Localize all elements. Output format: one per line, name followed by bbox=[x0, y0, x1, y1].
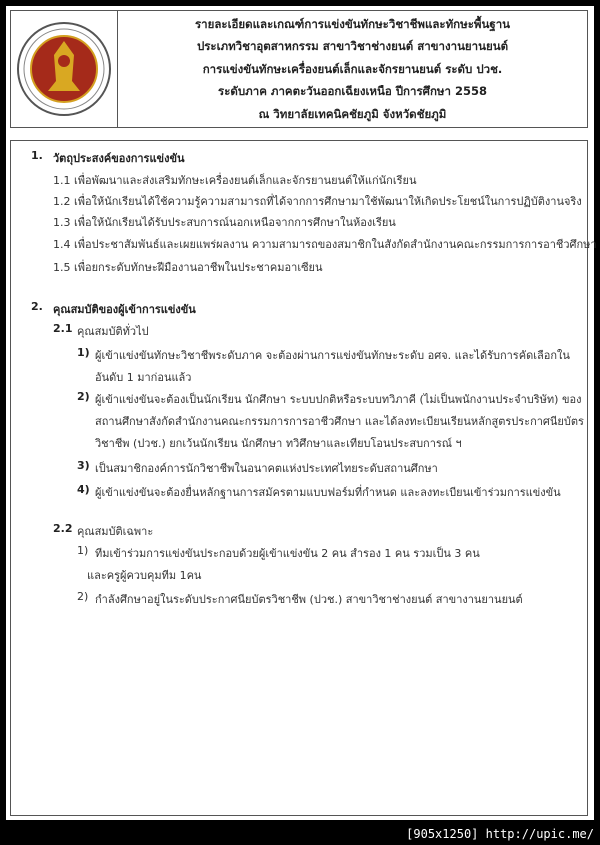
header-line: ระดับภาค ภาคตะวันออกเฉียงเหนือ ปีการศึกษา 2558 bbox=[218, 84, 487, 99]
section-number: 2. bbox=[31, 300, 43, 313]
objective-item: 1.2 เพื่อให้นักเรียนได้ใช้ความรู้ความสามารถที่ได้จากการศึกษามาใช้พัฒนาให้เกิดประโยชน์ในการปฏิบัติงานจริง bbox=[53, 195, 582, 208]
item-number: 1) bbox=[77, 346, 90, 359]
item-number: 2) bbox=[77, 390, 90, 403]
item-text: และครูผู้ควบคุมทีม 1คน bbox=[87, 569, 202, 582]
item-text: ผู้เข้าแข่งขันจะต้องเป็นนักเรียน นักศึกษา ระบบปกติหรือระบบทวิภาคี (ไม่เป็นพนักงานประจำบริษัท) ของ bbox=[95, 393, 582, 406]
item-text: อันดับ 1 มาก่อนแล้ว bbox=[95, 371, 192, 384]
subsection-title: คุณสมบัติเฉพาะ bbox=[77, 525, 154, 538]
vocational-education-commission-logo bbox=[16, 21, 112, 117]
document-page bbox=[6, 6, 597, 820]
header-line: ประเภทวิชาอุตสาหกรรม สาขาวิชาช่างยนต์ สาขางานยานยนต์ bbox=[196, 39, 509, 54]
objective-item: 1.1 เพื่อพัฒนาและส่งเสริมทักษะเครื่องยนต์เล็กและจักรยานยนต์ให้แก่นักเรียน bbox=[53, 174, 417, 187]
header-line: การแข่งขันทักษะเครื่องยนต์เล็กและจักรยานยนต์ ระดับ ปวช. bbox=[202, 61, 503, 76]
item-text: ผู้เข้าแข่งขันจะต้องยื่นหลักฐานการสมัครตามแบบฟอร์มที่กำหนด และลงทะเบียนเข้าร่วมการแข่งขัน bbox=[95, 486, 561, 499]
objective-item: 1.3 เพื่อให้นักเรียนได้รับประสบการณ์นอกเหนือจากการศึกษาในห้องเรียน bbox=[53, 216, 396, 229]
item-text: วิชาชีพ (ปวช.) ยกเว้นนักเรียน นักศึกษา ทวิศึกษาและเทียบโอนประสบการณ์ ฯ bbox=[95, 437, 462, 450]
image-host-watermark: [905x1250] http://upic.me/ bbox=[406, 827, 594, 841]
section-number: 1. bbox=[31, 149, 43, 162]
section-heading: คุณสมบัติของผู้เข้าการแข่งขัน bbox=[53, 303, 196, 316]
item-text: เป็นสมาชิกองค์การนักวิชาชีพในอนาคตแห่งประเทศไทยระดับสถานศึกษา bbox=[95, 462, 438, 475]
logo-cell bbox=[11, 11, 118, 127]
document-header bbox=[10, 10, 588, 128]
item-number: 4) bbox=[77, 483, 90, 496]
item-text: สถานศึกษาสังกัดสำนักงานคณะกรรมการการอาชีวศึกษา และได้ลงทะเบียนเรียนหลักสูตรประกาศนียบัตร bbox=[95, 415, 584, 428]
header-line: รายละเอียดและเกณฑ์การแข่งขันทักษะวิชาชีพและทักษะพื้นฐาน bbox=[194, 16, 511, 31]
item-text: ทีมเข้าร่วมการแข่งขันประกอบด้วยผู้เข้าแข่งขัน 2 คน สำรอง 1 คน รวมเป็น 3 คน bbox=[95, 547, 480, 560]
item-text: กำลังศึกษาอยู่ในระดับประกาศนียบัตรวิชาชีพ (ปวช.) สาขาวิชาช่างยนต์ สาขางานยานยนต์ bbox=[95, 593, 523, 606]
subsection-number: 2.2 bbox=[53, 522, 73, 535]
objective-item: 1.4 เพื่อประชาสัมพันธ์และเผยแพร่ผลงาน ความสามารถของสมาชิกในสังกัดสำนักงานคณะกรรมการการอาชีวศึกษา bbox=[53, 238, 597, 251]
subsection-number: 2.1 bbox=[53, 322, 73, 335]
item-number: 2) bbox=[77, 590, 89, 603]
objective-item: 1.5 เพื่อยกระดับทักษะฝีมืองานอาชีพในประชาคมอาเซียน bbox=[53, 261, 323, 274]
item-number: 1) bbox=[77, 544, 89, 557]
subsection-title: คุณสมบัติทั่วไป bbox=[77, 325, 149, 338]
item-text: ผู้เข้าแข่งขันทักษะวิชาชีพระดับภาค จะต้องผ่านการแข่งขันทักษะระดับ อศจ. และได้รับการคัดเลือกใน bbox=[95, 349, 570, 362]
header-line: ณ วิทยาลัยเทคนิคชัยภูมิ จังหวัดชัยภูมิ bbox=[258, 106, 447, 121]
item-number: 3) bbox=[77, 459, 90, 472]
header-title bbox=[118, 11, 587, 127]
document-body bbox=[10, 140, 597, 816]
section-heading: วัตถุประสงค์ของการแข่งขัน bbox=[53, 152, 185, 165]
